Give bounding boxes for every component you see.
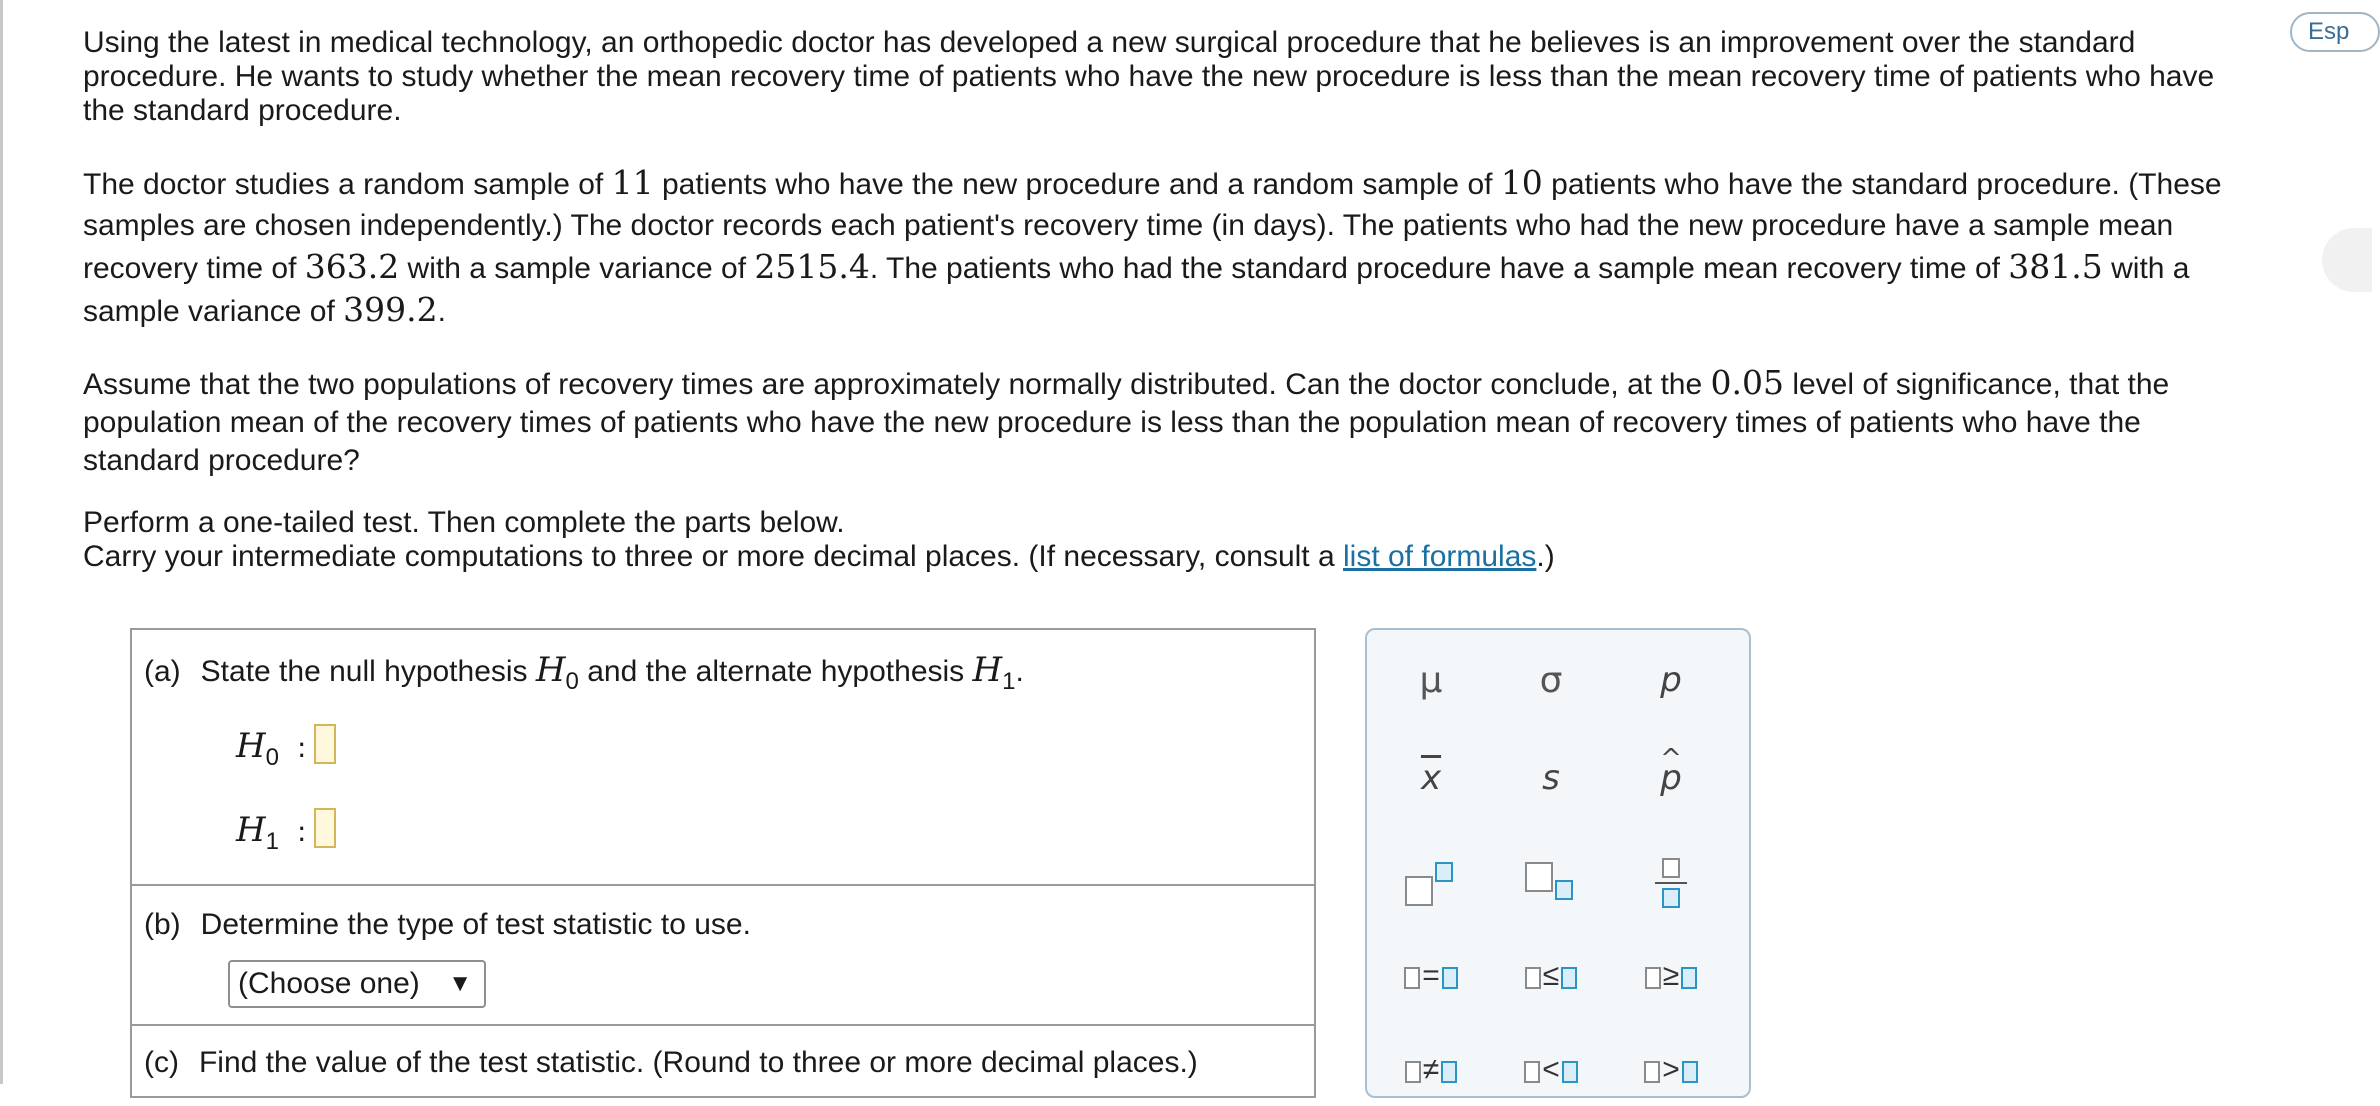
symbol-palette [1365,628,1751,1098]
square-icon [1644,1061,1660,1083]
equals-button[interactable] [1391,950,1471,1010]
part-b [132,884,1314,1026]
sample-size-new: 11 [611,163,654,202]
mu-button[interactable]: μ [1419,660,1443,701]
alternate-hypothesis-row [236,810,336,855]
phat-symbol: ^ p [1660,758,1682,798]
greater-equal-symbol: ≥ [1662,959,1680,992]
subscript-square-icon [1555,880,1573,900]
fraction-button[interactable] [1631,852,1711,912]
part-b-title [144,908,751,942]
list-of-formulas-link[interactable]: list of formulas [1343,540,1537,573]
question-parts-box [130,628,1316,1098]
h1-symbol: H [236,810,266,850]
text-segment: . [1015,655,1024,688]
superscript-button[interactable] [1391,852,1471,912]
null-hypothesis-input[interactable] [314,724,336,764]
h0-subscript: 0 [265,744,280,771]
h1-subscript: 1 [265,828,280,855]
square-icon [1405,1061,1421,1083]
part-c [132,1024,1314,1106]
not-equal-symbol: ≠ [1422,1053,1440,1086]
less-than-button[interactable] [1511,1044,1591,1104]
h1-symbol: H [972,650,1003,690]
text-segment: . The patients who had the standard procedure have a sample mean recovery time of [869,252,2009,285]
h1-subscript: 1 [1002,668,1016,695]
not-equal-button[interactable] [1391,1044,1471,1104]
problem-paragraph-4 [83,506,2263,574]
subscript-button[interactable] [1511,852,1591,912]
square-icon [1645,967,1661,989]
part-a-label: (a) [144,655,181,688]
greater-than-button[interactable] [1631,1044,1711,1104]
phat-button[interactable] [1631,758,1711,818]
side-panel-tab[interactable] [2322,228,2372,292]
problem-statement [83,26,2263,574]
text-segment: level of significance, that the population mean of the recovery times of patients who have the new procedure is less than the population mean of recovery times of patients who have the standard procedure? [83,368,2170,477]
sample-size-standard: 10 [1500,163,1543,202]
square-icon [1681,967,1697,989]
text-segment: patients who have the standard procedure. (These samples are chosen independently.) The doctor records each patient's recovery time (in days). The patients who had the new procedure have a sample mean recovery time of [83,168,2222,285]
greater-equal-button[interactable] [1631,950,1711,1010]
square-icon [1441,1061,1457,1083]
part-c-text: Find the value of the test statistic. (Round to three or more decimal places.) [198,1046,1198,1079]
test-statistic-dropdown[interactable] [228,960,486,1008]
square-icon [1682,1061,1698,1083]
part-a-title [144,650,1024,695]
base-square-icon [1525,862,1553,892]
significance-level: 0.05 [1710,363,1784,402]
part-a [132,630,1314,884]
less-equal-symbol: ≤ [1542,959,1560,992]
sample-mean-new: 363.2 [304,247,400,286]
part-b-text: Determine the type of test statistic to use. [200,908,751,941]
problem-paragraph-3 [83,364,2263,480]
equals-symbol: = [1422,959,1440,992]
text-segment: Carry your intermediate computations to three or more decimal places. (If necessary, consult a [83,540,1343,573]
sample-mean-standard: 381.5 [2008,247,2103,286]
text-segment: patients who have the new procedure and a random sample of [653,168,1501,201]
fraction-bar-icon [1655,882,1687,884]
part-c-label: (c) [144,1046,179,1079]
square-icon [1442,967,1458,989]
less-equal-button[interactable] [1511,950,1591,1010]
denominator-square-icon [1662,888,1680,908]
p-button[interactable]: p [1660,660,1682,700]
text-segment: with a sample variance of [83,252,2190,328]
text-segment: with a sample variance of [399,252,755,285]
problem-paragraph-1: Using the latest in medical technology, an orthopedic doctor has developed a new surgical procedure that he believes is an improvement over the standard procedure. He wants to study whether the mean recovery time of patients who have the new procedure is less than the mean recovery time of patients who have the standard procedure. [83,26,2215,127]
h0-subscript: 0 [565,668,579,695]
colon: : [297,815,307,848]
part-c-title [144,1046,1198,1080]
dropdown-arrow-icon: ▼ [448,970,472,997]
h0-symbol: H [236,726,266,766]
s-button[interactable]: s [1542,758,1560,798]
base-square-icon [1405,876,1433,906]
text-segment: and the alternate hypothesis [578,655,973,688]
problem-paragraph-2 [83,162,2263,332]
left-border [0,0,3,1084]
null-hypothesis-row [236,726,336,771]
sigma-button[interactable]: σ [1539,660,1563,701]
square-icon [1561,967,1577,989]
text-segment: State the null hypothesis [200,655,536,688]
language-toggle-button[interactable]: Esp [2290,12,2380,52]
greater-than-symbol: > [1662,1053,1680,1086]
square-icon [1404,967,1420,989]
colon: : [297,731,307,764]
text-segment: .) [1536,540,1555,573]
numerator-square-icon [1662,858,1680,878]
text-segment: . [437,295,446,328]
sample-variance-standard: 399.2 [343,290,438,329]
square-icon [1525,967,1541,989]
text-segment: The doctor studies a random sample of [83,168,612,201]
xbar-button[interactable] [1391,758,1471,818]
h0-symbol: H [535,650,566,690]
square-icon [1562,1061,1578,1083]
dropdown-value: (Choose one) [238,967,420,1000]
xbar-symbol: $\overline{x}$ [1420,758,1442,798]
less-than-symbol: < [1542,1053,1560,1086]
text-segment: Assume that the two populations of recovery times are approximately normally distributed. Can the doctor conclude, at the [83,368,1711,401]
exponent-square-icon [1435,862,1453,882]
sample-variance-new: 2515.4 [754,247,870,286]
alternate-hypothesis-input[interactable] [314,808,336,848]
part-b-label: (b) [144,908,181,941]
instruction-line-1: Perform a one-tailed test. Then complete the parts below. [83,506,845,539]
square-icon [1524,1061,1540,1083]
